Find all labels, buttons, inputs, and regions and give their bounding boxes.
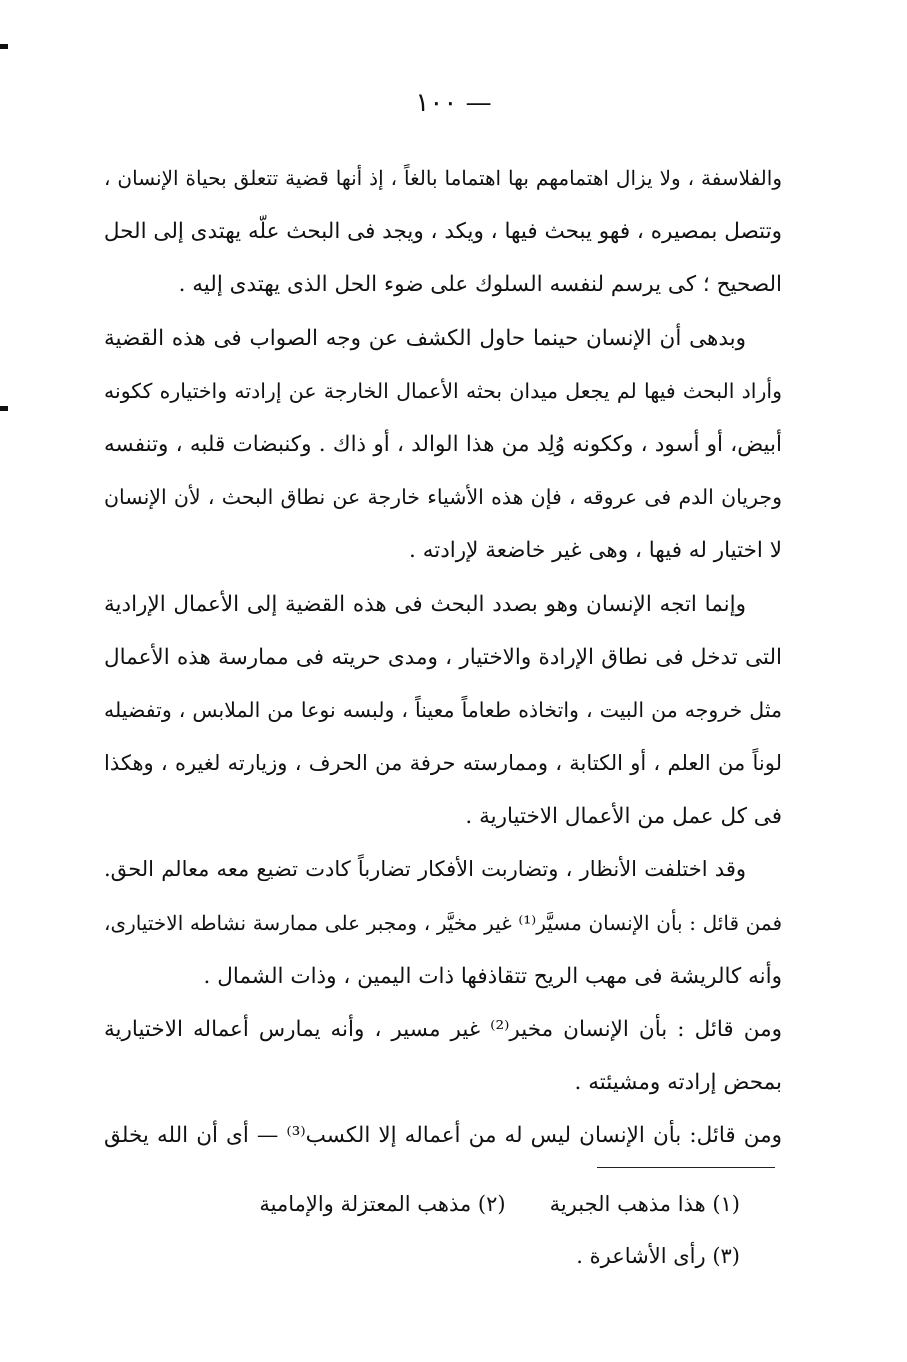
paragraph (104, 312, 782, 578)
text-line: الصحيح ؛ كى يرسم لنفسه السلوك على ضوء الحل الذى يهتدى إليه . (178, 272, 782, 298)
text-line: وجريان الدم فى عروقه ، فإن هذه الأشياء خارجة عن نطاق البحث ، لأن الإنسان (104, 485, 782, 510)
paragraph (104, 1109, 782, 1162)
text-line: والفلاسفة ، ولا يزال اهتمامهم بها اهتماما بالغاً ، إذ أنها قضية تتعلق بحياة الإنسان ، (104, 166, 782, 190)
text-line: فمن قائل : بأن الإنسان مسيَّر⁽¹⁾ غير مخيَّر ، ومجبر على ممارسة نشاطه الاختيارى، (104, 910, 783, 935)
text-line: وأنه كالريشة فى مهب الريح تتقاذفها ذات اليمين ، وذات الشمال . (203, 963, 782, 989)
scan-edge-mark-top (0, 44, 8, 49)
text-line: بمحض إرادته ومشيئته . (574, 1070, 782, 1096)
body-text (104, 152, 782, 1163)
text-line: وقد اختلفت الأنظار ، وتضاربت الأفكار تضارباً كادت تضيع معه معالم الحق. (104, 857, 746, 882)
footnote-row (220, 1186, 740, 1238)
text-line: ومن قائل : بأن الإنسان مخير⁽²⁾ غير مسير ، وأنه يمارس أعماله الاختيارية (104, 1017, 782, 1042)
text-line: مثل خروجه من البيت ، واتخاذه طعاماً معيناً ، ولبسه نوعا من الملابس ، وتفضيله (104, 697, 782, 722)
footnote-3: (٣) رأى الأشاعرة . (576, 1244, 740, 1268)
paragraph (104, 897, 782, 1003)
text-line: ومن قائل: بأن الإنسان ليس له من أعماله إلا الكسب⁽³⁾ — أى أن الله يخلق (104, 1123, 782, 1149)
text-line: وأراد البحث فيها لم يجعل ميدان بحثه الأعمال الخارجة عن إرادته واختياره ككونه (104, 378, 782, 403)
paragraph (104, 152, 782, 312)
paragraph (104, 1003, 782, 1109)
paragraph (104, 578, 782, 844)
text-line: التى تدخل فى نطاق الإرادة والاختيار ، ومدى حريته فى ممارسة هذه الأعمال (104, 644, 782, 670)
footnote-divider (597, 1167, 775, 1168)
paragraph (104, 843, 782, 896)
text-line: لوناً من العلم ، أو الكتابة ، وممارسته حرفة من الحرف ، وزيارته لغيره ، وهكذا (104, 751, 782, 776)
scan-edge-mark-middle (0, 406, 8, 411)
text-line: وإنما اتجه الإنسان وهو بصدد البحث فى هذه القضية إلى الأعمال الإرادية (104, 591, 746, 617)
footnotes (220, 1186, 740, 1290)
text-line: فى كل عمل من الأعمال الاختيارية . (465, 804, 782, 830)
text-line: وبدهى أن الإنسان حينما حاول الكشف عن وجه الصواب فى هذه القضية (104, 325, 746, 351)
footnote-2: (٢) مذهب المعتزلة والإمامية (259, 1192, 506, 1216)
text-line: وتتصل بمصيره ، فهو يبحث فيها ، ويكد ، ويجد فى البحث علّه يهتدى إلى الحل (103, 219, 782, 245)
text-line: أبيض، أو أسود ، وككونه وُلِد من هذا الوالد ، أو ذاك . وكنبضات قلبه ، وتنفسه (104, 431, 782, 457)
footnote-row (220, 1238, 740, 1290)
page-number: — ١٠٠ (415, 88, 492, 118)
footnote-1: (١) هذا مذهب الجبرية (549, 1192, 740, 1216)
text-line: لا اختيار له فيها ، وهى غير خاضعة لإرادته . (409, 538, 782, 564)
